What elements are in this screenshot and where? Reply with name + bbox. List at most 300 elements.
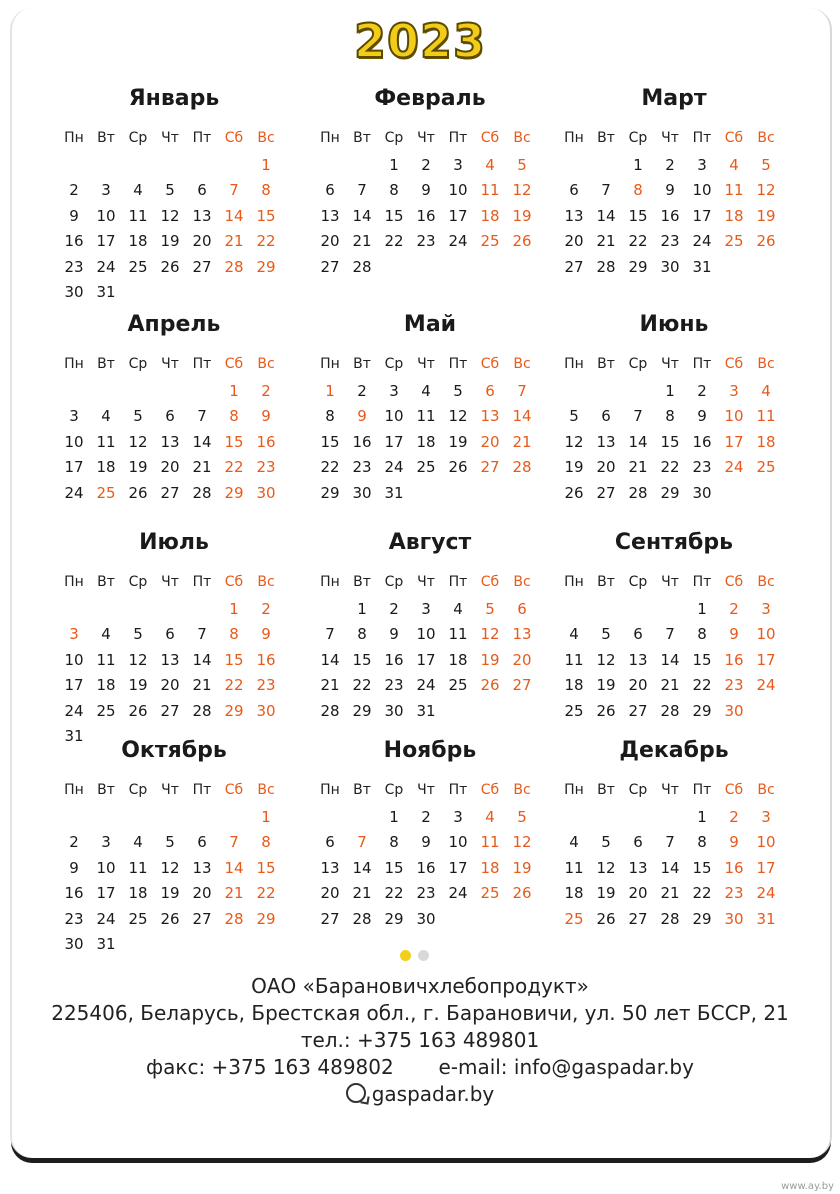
month-name: Декабрь <box>619 738 729 763</box>
company-name: ОАО «Барановичхлебопродукт» <box>251 974 589 998</box>
weekday-header: Вс <box>257 782 275 798</box>
day-cell: 18 <box>480 206 500 225</box>
day-cell: 14 <box>596 206 616 225</box>
day-cell: 21 <box>320 676 340 695</box>
day-cell: 17 <box>756 858 776 877</box>
day-cell: 13 <box>320 858 340 877</box>
weekday-header: Вс <box>513 574 531 590</box>
day-cell: 14 <box>628 432 648 451</box>
day-cell: 2 <box>389 600 399 618</box>
day-cell: 21 <box>224 232 244 251</box>
day-cell: 25 <box>128 909 148 928</box>
day-cell: 20 <box>628 884 648 903</box>
weekday-header: Чт <box>417 356 435 372</box>
day-cell: 27 <box>628 909 648 928</box>
day-cell: 4 <box>101 407 111 426</box>
day-cell: 16 <box>64 884 84 903</box>
weekday-header: Сб <box>224 356 244 372</box>
day-cell: 29 <box>224 701 244 720</box>
day-cell: 14 <box>660 858 680 877</box>
day-cell: 16 <box>256 650 276 669</box>
day-cell: 30 <box>724 909 744 928</box>
day-cell: 24 <box>692 232 712 251</box>
weekday-header: Вт <box>97 130 115 146</box>
weekday-header: Сб <box>480 574 500 590</box>
month-name: Август <box>388 530 472 555</box>
day-cell: 12 <box>480 625 500 644</box>
day-cell: 30 <box>724 701 744 720</box>
day-cell: 12 <box>160 206 180 225</box>
day-cell: 25 <box>416 458 436 477</box>
day-cell: 20 <box>596 458 616 477</box>
day-cell: 17 <box>384 432 404 451</box>
day-cell: 12 <box>128 432 148 451</box>
day-cell: 27 <box>320 909 340 928</box>
day-cell: 12 <box>448 407 468 426</box>
day-cell: 1 <box>389 156 399 174</box>
weekday-header: Сб <box>224 782 244 798</box>
day-cell: 14 <box>192 650 212 669</box>
weekday-header: Пн <box>320 356 340 372</box>
day-cell: 8 <box>261 181 271 200</box>
day-cell: 1 <box>697 808 707 826</box>
day-cell: 26 <box>512 232 532 251</box>
day-cell: 1 <box>357 600 367 618</box>
month-name: Октябрь <box>121 738 227 763</box>
day-cell: 28 <box>192 701 212 720</box>
day-cell: 8 <box>697 833 707 852</box>
month-name: Май <box>403 312 457 337</box>
day-cell: 1 <box>261 156 271 174</box>
month-name: Апрель <box>127 312 221 337</box>
day-cell: 16 <box>416 858 436 877</box>
day-cell: 6 <box>633 625 643 644</box>
day-cell: 21 <box>628 458 648 477</box>
day-cell: 8 <box>357 625 367 644</box>
day-cell: 5 <box>517 156 527 174</box>
day-cell: 20 <box>512 650 532 669</box>
day-cell: 1 <box>665 382 675 400</box>
day-cell: 18 <box>724 206 744 225</box>
day-cell: 18 <box>448 650 468 669</box>
day-cell: 28 <box>224 909 244 928</box>
day-cell: 22 <box>660 458 680 477</box>
day-cell: 15 <box>320 432 340 451</box>
day-cell: 29 <box>256 909 276 928</box>
day-cell: 5 <box>485 600 495 618</box>
day-cell: 12 <box>596 858 616 877</box>
day-cell: 10 <box>692 181 712 200</box>
day-cell: 14 <box>660 650 680 669</box>
weekday-header: Пн <box>64 130 84 146</box>
company-contacts <box>0 1055 840 1079</box>
day-cell: 24 <box>64 701 84 720</box>
day-cell: 20 <box>320 232 340 251</box>
day-cell: 31 <box>64 727 84 745</box>
day-cell: 30 <box>64 935 84 953</box>
day-cell: 28 <box>628 483 648 502</box>
day-cell: 12 <box>512 181 532 200</box>
day-cell: 21 <box>192 458 212 477</box>
day-cell: 13 <box>512 625 532 644</box>
weekday-header: Пн <box>320 574 340 590</box>
day-cell: 7 <box>357 833 367 852</box>
weekday-header: Пт <box>692 574 712 590</box>
page-indicator <box>400 946 436 965</box>
day-cell: 2 <box>69 181 79 200</box>
weekday-header: Пт <box>692 130 712 146</box>
day-cell: 26 <box>564 483 584 502</box>
day-cell: 20 <box>628 676 648 695</box>
day-cell: 18 <box>416 432 436 451</box>
day-cell: 11 <box>96 432 116 451</box>
day-cell: 27 <box>160 483 180 502</box>
weekday-header: Пн <box>320 782 340 798</box>
day-cell: 26 <box>596 701 616 720</box>
day-cell: 4 <box>101 625 111 644</box>
day-cell: 1 <box>389 808 399 826</box>
day-cell: 16 <box>724 858 744 877</box>
day-cell: 9 <box>261 407 271 426</box>
day-cell: 29 <box>320 483 340 502</box>
weekday-header: Вт <box>97 782 115 798</box>
day-cell: 20 <box>192 884 212 903</box>
month-name: Сентябрь <box>614 530 734 555</box>
day-cell: 22 <box>628 232 648 251</box>
day-cell: 25 <box>96 701 116 720</box>
day-cell: 28 <box>320 701 340 720</box>
day-cell: 24 <box>448 884 468 903</box>
day-cell: 3 <box>69 407 79 426</box>
day-cell: 2 <box>729 808 739 826</box>
weekday-header: Ср <box>128 782 148 798</box>
day-cell: 12 <box>512 833 532 852</box>
day-cell: 28 <box>596 257 616 276</box>
day-cell: 5 <box>165 181 175 200</box>
day-cell: 5 <box>569 407 579 426</box>
day-cell: 10 <box>448 181 468 200</box>
day-cell: 30 <box>256 701 276 720</box>
day-cell: 17 <box>448 206 468 225</box>
day-cell: 14 <box>192 432 212 451</box>
day-cell: 11 <box>96 650 116 669</box>
day-cell: 7 <box>197 407 207 426</box>
day-cell: 23 <box>384 676 404 695</box>
weekday-header: Чт <box>417 782 435 798</box>
weekday-header: Сб <box>724 130 744 146</box>
day-cell: 3 <box>761 808 771 826</box>
weekday-header: Вс <box>513 130 531 146</box>
day-cell: 8 <box>389 181 399 200</box>
page-dot-active <box>400 950 411 961</box>
day-cell: 26 <box>596 909 616 928</box>
month-name: Январь <box>128 86 220 111</box>
day-cell: 11 <box>480 833 500 852</box>
day-cell: 20 <box>160 676 180 695</box>
day-cell: 19 <box>756 206 776 225</box>
day-cell: 29 <box>660 483 680 502</box>
day-cell: 23 <box>64 909 84 928</box>
month-name: Ноябрь <box>383 738 477 763</box>
weekday-header: Вт <box>97 574 115 590</box>
day-cell: 25 <box>480 232 500 251</box>
day-cell: 29 <box>224 483 244 502</box>
day-cell: 25 <box>724 232 744 251</box>
day-cell: 13 <box>480 407 500 426</box>
weekday-header: Вт <box>353 356 371 372</box>
weekday-header: Ср <box>628 782 648 798</box>
day-cell: 3 <box>69 625 79 644</box>
day-cell: 9 <box>665 181 675 200</box>
day-cell: 23 <box>416 884 436 903</box>
day-cell: 19 <box>596 884 616 903</box>
day-cell: 2 <box>261 382 271 400</box>
day-cell: 12 <box>596 650 616 669</box>
day-cell: 9 <box>421 181 431 200</box>
weekday-header: Вт <box>97 356 115 372</box>
weekday-header: Вс <box>257 574 275 590</box>
day-cell: 10 <box>384 407 404 426</box>
day-cell: 31 <box>96 935 116 953</box>
day-cell: 30 <box>352 483 372 502</box>
day-cell: 6 <box>633 833 643 852</box>
company-website: gaspadar.by <box>371 1082 495 1106</box>
weekday-header: Пн <box>64 782 84 798</box>
day-cell: 14 <box>512 407 532 426</box>
day-cell: 4 <box>569 625 579 644</box>
day-cell: 21 <box>352 232 372 251</box>
day-cell: 17 <box>756 650 776 669</box>
company-address: 225406, Беларусь, Брестская обл., г. Барановичи, ул. 50 лет БССР, 21 <box>51 1001 789 1025</box>
day-cell: 11 <box>128 206 148 225</box>
day-cell: 27 <box>512 676 532 695</box>
day-cell: 18 <box>96 458 116 477</box>
day-cell: 24 <box>96 909 116 928</box>
day-cell: 4 <box>485 808 495 826</box>
day-cell: 27 <box>192 909 212 928</box>
day-cell: 8 <box>633 181 643 200</box>
day-cell: 4 <box>133 833 143 852</box>
day-cell: 5 <box>453 382 463 400</box>
weekday-header: Пн <box>564 782 584 798</box>
day-cell: 20 <box>564 232 584 251</box>
weekday-header: Пт <box>192 782 212 798</box>
day-cell: 7 <box>229 833 239 852</box>
day-cell: 3 <box>389 382 399 400</box>
day-cell: 15 <box>224 650 244 669</box>
weekday-header: Вс <box>257 130 275 146</box>
day-cell: 16 <box>416 206 436 225</box>
day-cell: 29 <box>384 909 404 928</box>
day-cell: 7 <box>325 625 335 644</box>
day-cell: 4 <box>761 382 771 400</box>
day-cell: 25 <box>756 458 776 477</box>
day-cell: 5 <box>601 625 611 644</box>
day-cell: 16 <box>724 650 744 669</box>
weekday-header: Чт <box>661 574 679 590</box>
company-phone: тел.: +375 163 489801 <box>300 1028 540 1052</box>
day-cell: 19 <box>128 676 148 695</box>
day-cell: 28 <box>192 483 212 502</box>
day-cell: 29 <box>692 909 712 928</box>
weekday-header: Пн <box>64 574 84 590</box>
watermark: www.ay.by <box>781 1181 834 1192</box>
day-cell: 13 <box>564 206 584 225</box>
weekday-header: Ср <box>628 574 648 590</box>
day-cell: 19 <box>512 858 532 877</box>
day-cell: 11 <box>756 407 776 426</box>
day-cell: 15 <box>692 650 712 669</box>
day-cell: 31 <box>384 483 404 502</box>
weekday-header: Чт <box>661 356 679 372</box>
weekday-header: Сб <box>724 782 744 798</box>
weekday-header: Ср <box>384 574 404 590</box>
day-cell: 12 <box>756 181 776 200</box>
day-cell: 31 <box>416 701 436 720</box>
day-cell: 9 <box>357 407 367 426</box>
day-cell: 15 <box>660 432 680 451</box>
month-name: Март <box>641 86 707 111</box>
day-cell: 19 <box>512 206 532 225</box>
weekday-header: Пт <box>192 574 212 590</box>
weekday-header: Ср <box>384 782 404 798</box>
weekday-header: Сб <box>724 356 744 372</box>
weekday-header: Пт <box>692 356 712 372</box>
day-cell: 24 <box>416 676 436 695</box>
weekday-header: Сб <box>224 130 244 146</box>
day-cell: 23 <box>724 884 744 903</box>
day-cell: 28 <box>660 909 680 928</box>
day-cell: 22 <box>256 232 276 251</box>
day-cell: 2 <box>421 156 431 174</box>
day-cell: 13 <box>628 858 648 877</box>
day-cell: 15 <box>256 858 276 877</box>
day-cell: 16 <box>256 432 276 451</box>
day-cell: 25 <box>564 701 584 720</box>
weekday-header: Пн <box>564 356 584 372</box>
day-cell: 26 <box>448 458 468 477</box>
day-cell: 19 <box>448 432 468 451</box>
weekday-header: Вт <box>353 782 371 798</box>
day-cell: 6 <box>325 181 335 200</box>
day-cell: 21 <box>660 884 680 903</box>
day-cell: 21 <box>512 432 532 451</box>
weekday-header: Чт <box>161 782 179 798</box>
day-cell: 11 <box>448 625 468 644</box>
day-cell: 18 <box>564 676 584 695</box>
weekday-header: Чт <box>417 130 435 146</box>
weekday-header: Вс <box>513 356 531 372</box>
day-cell: 19 <box>160 884 180 903</box>
day-cell: 6 <box>485 382 495 400</box>
day-cell: 8 <box>325 407 335 426</box>
day-cell: 17 <box>692 206 712 225</box>
day-cell: 6 <box>197 833 207 852</box>
day-cell: 9 <box>729 833 739 852</box>
day-cell: 1 <box>229 382 239 400</box>
day-cell: 26 <box>756 232 776 251</box>
day-cell: 9 <box>729 625 739 644</box>
day-cell: 1 <box>633 156 643 174</box>
day-cell: 19 <box>160 232 180 251</box>
weekday-header: Пт <box>192 130 212 146</box>
day-cell: 3 <box>453 156 463 174</box>
day-cell: 20 <box>320 884 340 903</box>
day-cell: 30 <box>660 257 680 276</box>
day-cell: 7 <box>357 181 367 200</box>
weekday-header: Ср <box>128 574 148 590</box>
day-cell: 27 <box>564 257 584 276</box>
day-cell: 8 <box>261 833 271 852</box>
day-cell: 2 <box>665 156 675 174</box>
weekday-header: Вс <box>757 782 775 798</box>
day-cell: 24 <box>384 458 404 477</box>
weekday-header: Вс <box>757 574 775 590</box>
day-cell: 11 <box>128 858 148 877</box>
day-cell: 14 <box>224 206 244 225</box>
weekday-header: Пт <box>192 356 212 372</box>
month-name: Июнь <box>639 312 709 337</box>
weekday-header: Вс <box>513 782 531 798</box>
day-cell: 13 <box>160 650 180 669</box>
day-cell: 24 <box>724 458 744 477</box>
weekday-header: Пт <box>448 574 468 590</box>
weekday-header: Пт <box>448 130 468 146</box>
day-cell: 2 <box>697 382 707 400</box>
day-cell: 28 <box>660 701 680 720</box>
day-cell: 26 <box>160 909 180 928</box>
day-cell: 21 <box>352 884 372 903</box>
day-cell: 26 <box>128 701 148 720</box>
weekday-header: Вс <box>757 130 775 146</box>
day-cell: 20 <box>160 458 180 477</box>
day-cell: 21 <box>596 232 616 251</box>
day-cell: 7 <box>197 625 207 644</box>
day-cell: 16 <box>384 650 404 669</box>
day-cell: 2 <box>729 600 739 618</box>
day-cell: 10 <box>96 858 116 877</box>
weekday-header: Ср <box>628 356 648 372</box>
day-cell: 15 <box>692 858 712 877</box>
weekday-header: Чт <box>661 782 679 798</box>
weekday-header: Сб <box>224 574 244 590</box>
day-cell: 2 <box>421 808 431 826</box>
day-cell: 18 <box>756 432 776 451</box>
day-cell: 10 <box>64 432 84 451</box>
day-cell: 28 <box>352 257 372 276</box>
day-cell: 22 <box>384 884 404 903</box>
day-cell: 9 <box>69 858 79 877</box>
day-cell: 6 <box>165 625 175 644</box>
day-cell: 4 <box>133 181 143 200</box>
day-cell: 8 <box>229 407 239 426</box>
company-email: e-mail: info@gaspadar.by <box>438 1055 694 1079</box>
day-cell: 25 <box>128 257 148 276</box>
day-cell: 22 <box>692 676 712 695</box>
day-cell: 4 <box>569 833 579 852</box>
weekday-header: Пн <box>64 356 84 372</box>
day-cell: 11 <box>564 858 584 877</box>
day-cell: 23 <box>256 458 276 477</box>
day-cell: 3 <box>761 600 771 618</box>
weekday-header: Чт <box>161 356 179 372</box>
day-cell: 11 <box>724 181 744 200</box>
day-cell: 5 <box>133 407 143 426</box>
day-cell: 25 <box>448 676 468 695</box>
day-cell: 4 <box>453 600 463 618</box>
day-cell: 16 <box>64 232 84 251</box>
day-cell: 24 <box>448 232 468 251</box>
